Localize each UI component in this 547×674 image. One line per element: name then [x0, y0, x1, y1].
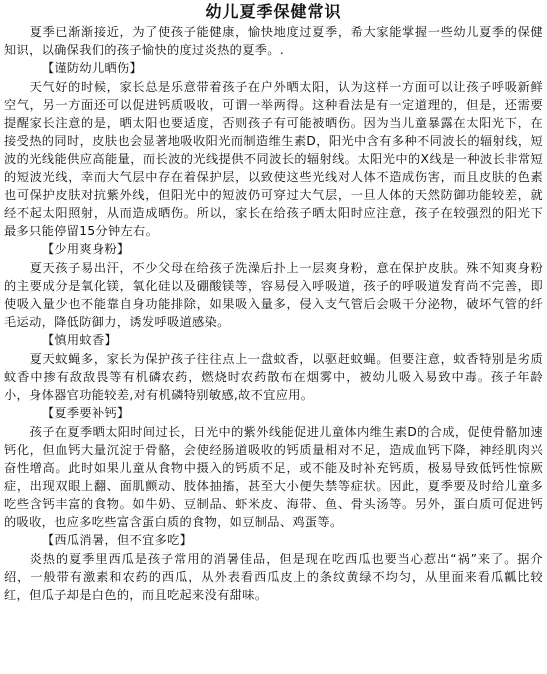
intro-paragraph: 夏季已渐渐接近，为了使孩子能健康，愉快地度过夏季，希大家能掌握一些幼儿夏季的保健知识，以确保我们的孩子愉快的度过炎热的夏季。.	[4, 25, 543, 57]
section-body-sunburn: 天气好的时候，家长总是乐意带着孩子在户外晒太阳，认为这样一方面可以让孩子呼吸新鲜空气，另一方面还可以促进钙质吸收，可谓一举两得。这种看法是有一定道理的，但是，还需要提醒家长注意的是，晒太阳也要适度，否则孩子有可能被晒伤。因为当儿童暴露在太阳光下，在接受热的同时，皮肤也会显著地吸收阳光而制造维生素D，阳光中含有多种不同波长的辐射线，短波的光线能供应高能量，而长波的光线提供不同波长的辐射线。太阳光中的X线是一种波长非常短的短波光线，幸而大气层中存在着保护层，以致使这些光线对人体不造成伤害，而且皮肤的色素也可保护皮肤对抗紫外线，但阳光中的短波仍可穿过大气层，一旦人体的天然防御功能较差，就经不起太阳照射，从而造成晒伤。所以，家长在给孩子晒太阳时应注意，孩子在较强烈的阳光下最多只能停留15分钟左右。	[4, 80, 543, 238]
section-heading-mosquito-coil: 【慎用蚊香】	[41, 333, 118, 347]
article	[4, 1, 543, 604]
section-body-powder: 夏天孩子易出汗，不少父母在给孩子洗澡后扑上一层爽身粉，意在保护皮肤。殊不知爽身粉的主要成分是氧化镁，氧化硅以及硼酸镁等，容易侵入呼吸道，孩子的呼吸道发育尚不完善，即使吸入量少也不能靠自身功能排除，如果吸入量多，侵入支气管后会吸干分泌物，破坏气管的纤毛运动，降低防御力，诱发呼吸道感染。	[4, 261, 543, 329]
section-heading-calcium: 【夏季要补钙】	[41, 406, 130, 420]
section-heading-watermelon: 【西瓜消暑，但不宜多吃】	[41, 533, 193, 547]
section-heading-powder: 【少用爽身粉】	[41, 242, 130, 256]
section-body-calcium: 孩子在夏季晒太阳时间过长，日光中的紫外线能促进儿童体内维生素D的合成，促使骨骼加速钙化，但血钙大量沉淀于骨骼，会使经肠道吸收的钙质量相对不足，造成血钙下降，神经肌肉兴奋性增高。此时如果儿童从食物中摄入的钙质不足，或不能及时补充钙质，极易导致低钙性惊厥症，出现双眼上翻、面肌颤动、肢体抽搐，甚至大小便失禁等症状。因此，夏季要及时给儿童多吃些含钙丰富的食物。如牛奶、豆制品、虾米皮、海带、鱼、骨头汤等。另外，蛋白质可促进钙的吸收，也应多吃些富含蛋白质的食物，如豆制品、鸡蛋等。	[4, 425, 543, 529]
section-body-mosquito-coil: 夏天蚊蝇多，家长为保护孩子往往点上一盘蚊香，以驱赶蚊蝇。但要注意，蚊香特别是劣质蚊香中掺有敌敌畏等有机磷农药，燃烧时农药散布在烟雾中，被幼儿吸入易致中毒。孩子年龄小，身体器官功能较差,对有机磷特别敏感,故不宜应用。	[4, 352, 543, 402]
article-title: 幼儿夏季保健常识	[205, 2, 342, 21]
section-body-watermelon: 炎热的夏季里西瓜是孩子常用的消暑佳品，但是现在吃西瓜也要当心惹出“祸”来了。据介绍，一般带有激素和农药的西瓜，从外表看西瓜皮上的条纹黄绿不均匀，从里面来看瓜瓤比较红，但瓜子却是白色的，而且吃起来没有甜味。	[4, 552, 543, 602]
section-heading-sunburn: 【谨防幼儿晒伤】	[41, 61, 143, 75]
